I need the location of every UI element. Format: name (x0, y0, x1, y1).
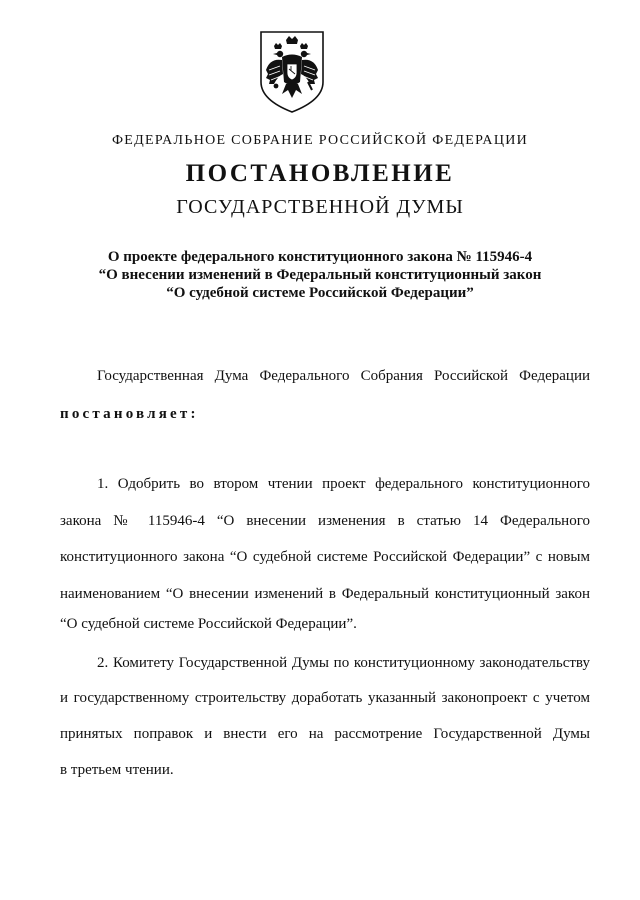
paragraph-1-line: “О судебной системе Российской Федерации”. (60, 616, 357, 632)
document-type-title: ПОСТАНОВЛЕНИЕ (185, 160, 455, 187)
coat-of-arms-icon (258, 30, 326, 114)
paragraph-1-line: закона № 115946-4 “О внесении изменения в статью 14 Федерального (60, 513, 590, 529)
paragraph-1-line: наименованием “О внесении изменений в Федеральный конституционный закон (60, 586, 590, 602)
paragraph-2-line: принятых поправок и внести его на рассмотрение Государственной Думы (60, 726, 590, 742)
paragraph-1-line: 1. Одобрить во втором чтении проект федерального конституционного (97, 476, 590, 492)
document-subject (0, 248, 640, 302)
preamble-text: Государственная Дума Федерального Собрания Российской Федерации (97, 368, 590, 384)
paragraph-1-line: конституционного закона “О судебной системе Российской Федерации” с новым (60, 549, 590, 565)
issuer-heading: ГОСУДАРСТВЕННОЙ ДУМЫ (176, 196, 464, 218)
subject-line: “О судебной системе Российской Федерации” (166, 285, 474, 301)
subject-line: “О внесении изменений в Федеральный конституционный закон (98, 267, 542, 283)
organization-heading: ФЕДЕРАЛЬНОЕ СОБРАНИЕ РОССИЙСКОЙ ФЕДЕРАЦИИ (111, 133, 529, 148)
resolves-word: постановляет: (60, 406, 199, 422)
paragraph-2-line: 2. Комитету Государственной Думы по конституционному законодательству (97, 655, 590, 671)
paragraph-2-line: и государственному строительству доработать указанный законопроект с учетом (60, 690, 590, 706)
paragraph-2-line: в третьем чтении. (60, 762, 174, 778)
subject-line: О проекте федерального конституционного закона № 115946-4 (107, 249, 533, 265)
